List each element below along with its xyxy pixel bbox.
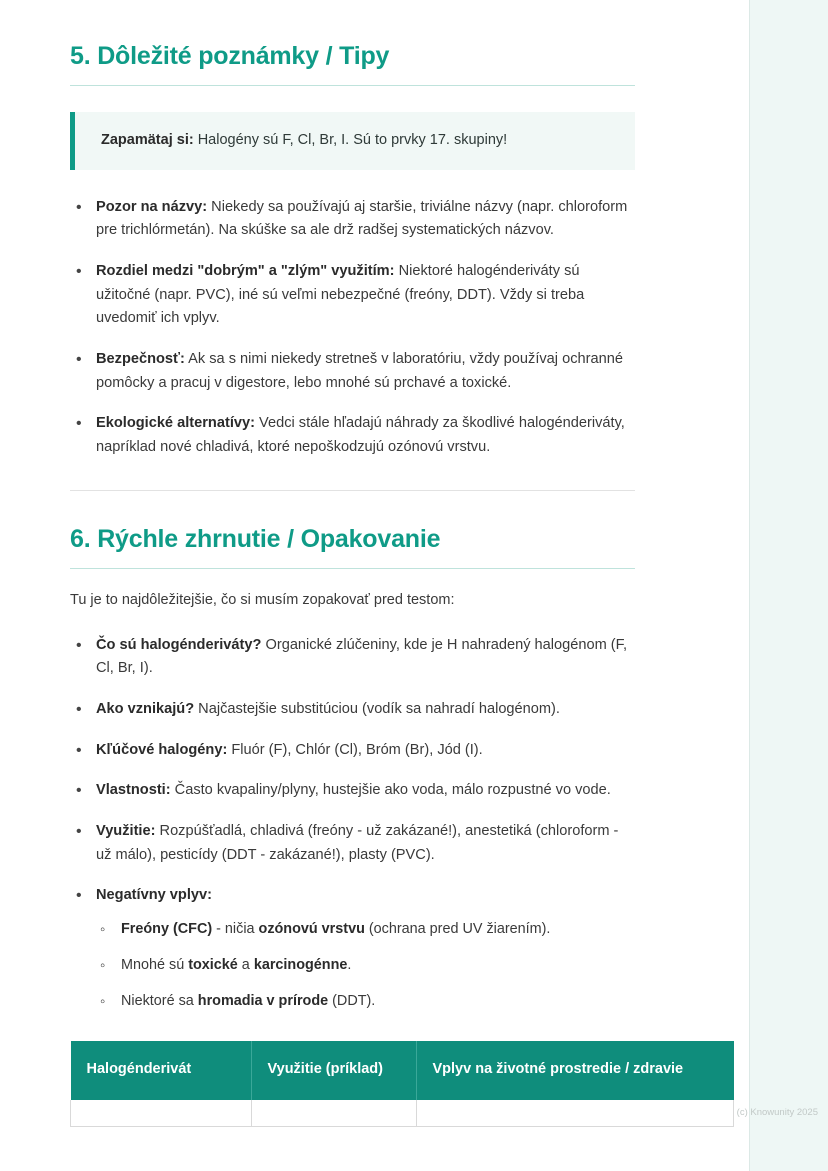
watermark: (c) Knowunity 2025 (736, 1107, 818, 1118)
sub-list-item (96, 990, 635, 1012)
list-item (70, 779, 635, 803)
list-item-lead: Vlastnosti: (96, 782, 171, 799)
list-item (70, 820, 635, 867)
list-item-lead: Bezpečnosť: (96, 350, 185, 367)
document-content (70, 0, 684, 1127)
list-item-text: Vedci stále hľadajú náhrady za škodlivé halogénderiváty, napríklad nové chladivá, ktoré nepoškodzujú ozónovú vrstvu. (96, 415, 625, 455)
list-item (70, 196, 635, 243)
section-5-list (70, 196, 635, 460)
sub-list-item (96, 918, 635, 940)
table-cell (71, 1100, 252, 1127)
list-item-lead: Ako vznikajú? (96, 700, 195, 717)
list-item-text: Organické zlúčeniny, kde je H nahradený halogénom (F, Cl, Br, I). (96, 636, 628, 677)
section-6-title-rule (70, 568, 635, 569)
list-item (70, 634, 635, 681)
sub-list-item (96, 954, 635, 976)
page-right-margin-strip (749, 0, 828, 1171)
list-item-lead: Negatívny vplyv: (96, 887, 212, 904)
summary-table (70, 1041, 734, 1127)
sub-list-item-tail: . (347, 957, 352, 974)
list-item (70, 260, 635, 331)
sub-list-item-lead-2: hromadia v prírode (197, 993, 329, 1010)
sub-list-item-mid-2: a (237, 957, 254, 974)
sub-list-item-mid: Niektoré sa (121, 993, 198, 1010)
list-item-lead: Pozor na názvy: (96, 198, 208, 215)
callout-text: Halogény sú F, Cl, Br, I. Sú to prvky 17. skupiny! (193, 132, 508, 148)
list-item-text: Najčastejšie substitúciou (vodík sa nahradí halogénom). (194, 700, 560, 717)
list-item (70, 698, 635, 722)
sub-list-item-lead-2: ozónovú vrstvu (258, 920, 365, 937)
list-item-lead: Kľúčové halogény: (96, 741, 228, 758)
section-divider (70, 490, 635, 491)
table-header-row (71, 1041, 734, 1100)
list-item-lead: Čo sú halogénderiváty? (96, 636, 262, 653)
list-item (70, 884, 635, 1013)
callout-lead: Zapamätaj si: (101, 132, 194, 148)
list-item-text: Niektoré halogénderiváty sú užitočné (napr. PVC), iné sú veľmi nebezpečné (freóny, DDT). Vždy si treba uvedomiť ich vplyv. (96, 263, 585, 327)
list-item-lead: Využitie: (96, 822, 156, 839)
sub-list-item-tail: (DDT). (328, 993, 376, 1010)
sub-list-item-mid: Mnohé sú (121, 957, 189, 974)
table-cell (416, 1100, 734, 1127)
list-item (70, 348, 635, 395)
list-item-lead: Ekologické alternatívy: (96, 415, 255, 432)
list-item-lead: Rozdiel medzi "dobrým" a "zlým" využitím: (96, 263, 395, 280)
sub-list-item-lead: Freóny (CFC) (121, 920, 213, 937)
sub-list-item-lead-3: karcinogénne (253, 957, 348, 974)
section-5-title-rule (70, 85, 635, 86)
table-header-cell: Využitie (príklad) (251, 1041, 416, 1100)
list-item-text: Niekedy sa používajú aj staršie, triviálne názvy (napr. chloroform pre trichlórmetán). Na skúške sa ale drž radšej systematických názvov. (96, 198, 628, 239)
section-6-title: 6. Rýchle zhrnutie / Opakovanie (70, 524, 441, 553)
remember-callout (70, 112, 635, 170)
list-item-text: Fluór (F), Chlór (Cl), Bróm (Br), Jód (I). (227, 741, 483, 758)
table-header-cell: Vplyv na životné prostredie / zdravie (416, 1041, 734, 1100)
section-5-title: 5. Dôležité poznámky / Tipy (70, 42, 390, 70)
sub-list-item-tail: (ochrana pred UV žiarením). (364, 920, 551, 937)
section-6-list (70, 634, 635, 1013)
sub-list-item-lead-2: toxické (188, 957, 238, 974)
section-6-intro: Tu je to najdôležitejšie, čo si musím zopakovať pred testom: (70, 591, 455, 608)
negative-effects-sublist (96, 918, 635, 1013)
list-item-text: Rozpúšťadlá, chladivá (freóny - už zakázané!), anestetiká (chloroform - už málo), pesticídy (DDT - zakázané!), plasty (PVC). (96, 822, 619, 863)
list-item-text: Často kvapaliny/plyny, hustejšie ako voda, málo rozpustné vo vode. (170, 782, 611, 799)
sub-list-item-mid: - ničia (212, 920, 259, 937)
list-item-text: Ak sa s nimi niekedy stretneš v laboratóriu, vždy používaj ochranné pomôcky a pracuj v digestore, lebo mnohé sú prchavé a toxické. (96, 350, 623, 391)
table-cell (251, 1100, 416, 1127)
list-item (70, 412, 635, 459)
table-row (71, 1100, 734, 1127)
list-item (70, 739, 635, 763)
table-header-cell: Halogénderivát (71, 1041, 252, 1100)
